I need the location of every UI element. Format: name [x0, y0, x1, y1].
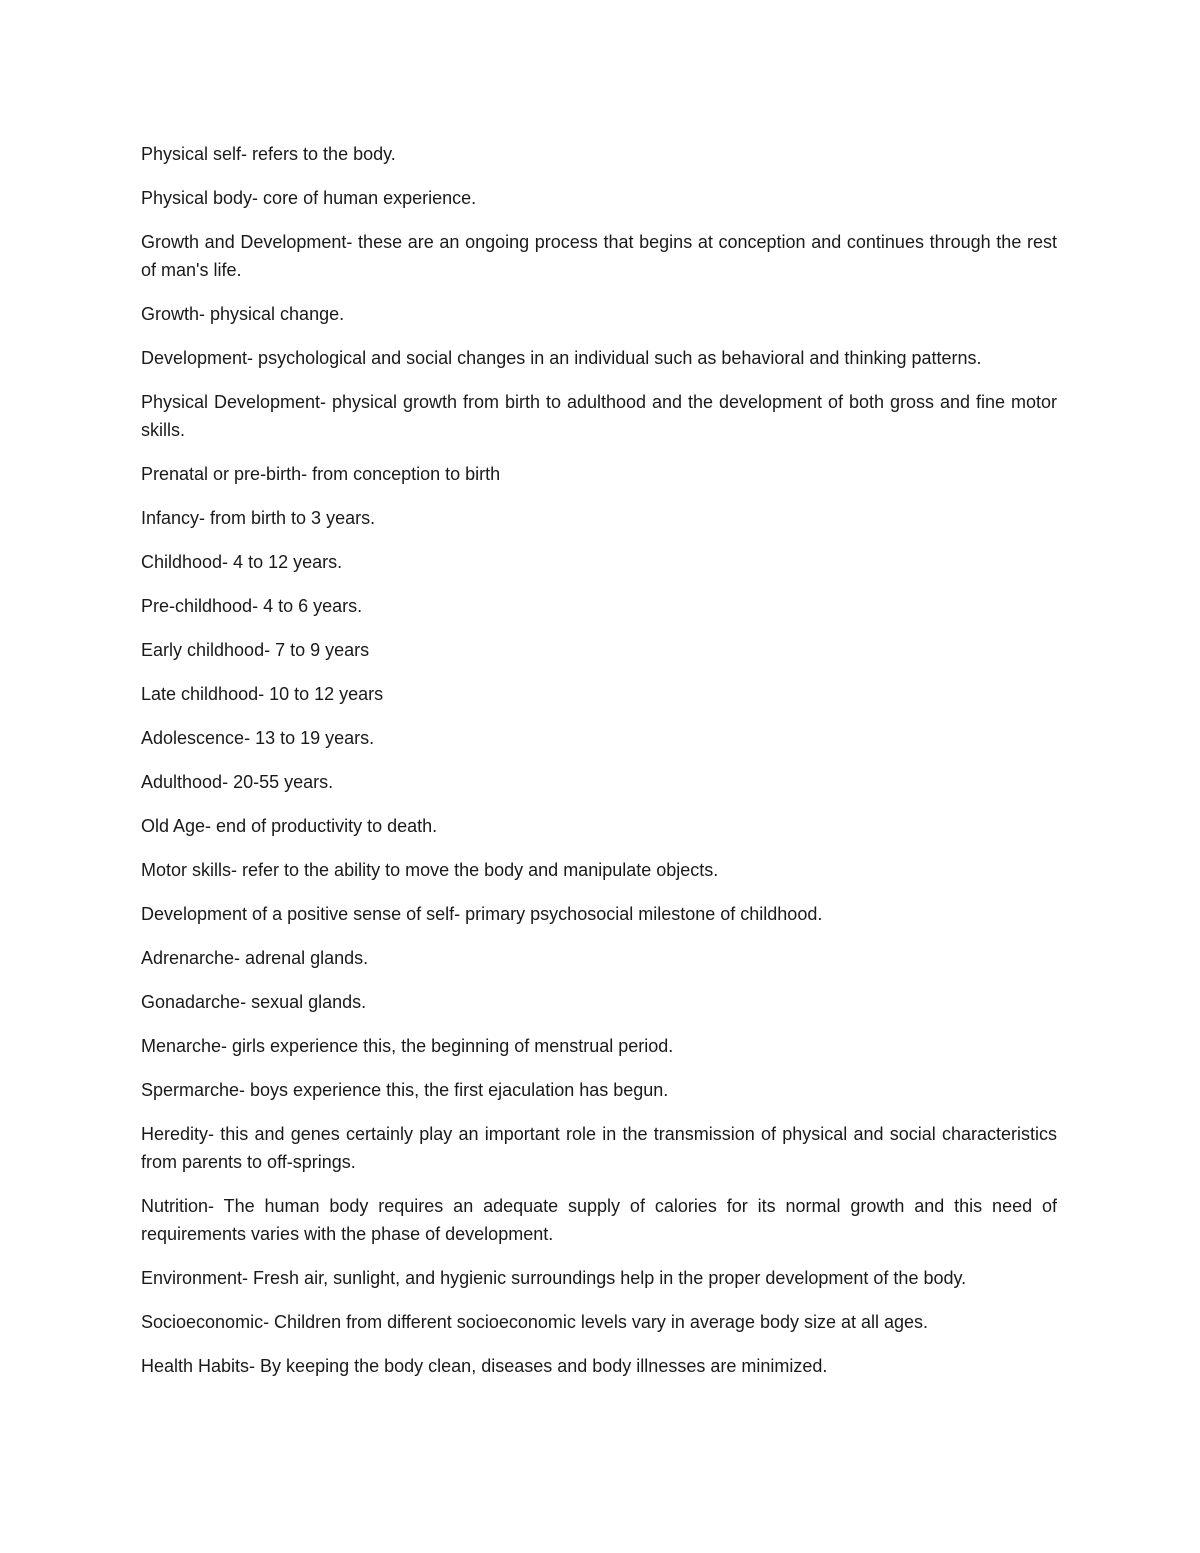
paragraph-late-childhood: Late childhood- 10 to 12 years: [141, 684, 384, 704]
paragraph-motor-skills: Motor skills- refer to the ability to move the body and manipulate objects.: [141, 860, 719, 880]
paragraph-positive-sense-of-self: Development of a positive sense of self- primary psychosocial milestone of childhood.: [141, 904, 823, 924]
paragraph-nutrition: Nutrition- The human body requires an adequate supply of calories for its normal growth and this need of requirements varies with the phase of development.: [141, 1196, 1057, 1244]
paragraph-growth: Growth- physical change.: [141, 304, 345, 324]
paragraph-environment: Environment- Fresh air, sunlight, and hygienic surroundings help in the proper development of the body.: [141, 1268, 967, 1288]
paragraph-socioeconomic: Socioeconomic- Children from different socioeconomic levels vary in average body size at all ages.: [141, 1312, 929, 1332]
paragraph-pre-childhood: Pre-childhood- 4 to 6 years.: [141, 596, 363, 616]
paragraph-early-childhood: Early childhood- 7 to 9 years: [141, 640, 370, 660]
paragraph-spermarche: Spermarche- boys experience this, the first ejaculation has begun.: [141, 1080, 669, 1100]
paragraph-old-age: Old Age- end of productivity to death.: [141, 816, 438, 836]
paragraph-heredity: Heredity- this and genes certainly play an important role in the transmission of physical and social characteristics from parents to off-springs.: [141, 1124, 1057, 1172]
paragraph-physical-self: Physical self- refers to the body.: [141, 144, 396, 164]
document-body: [141, 140, 1057, 1396]
paragraph-adulthood: Adulthood- 20-55 years.: [141, 772, 334, 792]
paragraph-growth-and-development: Growth and Development- these are an ongoing process that begins at conception and continues through the rest of man's life.: [141, 232, 1057, 280]
paragraph-physical-development: Physical Development- physical growth from birth to adulthood and the development of both gross and fine motor skills.: [141, 392, 1057, 440]
paragraph-prenatal: Prenatal or pre-birth- from conception to birth: [141, 464, 501, 484]
paragraph-development: Development- psychological and social changes in an individual such as behavioral and thinking patterns.: [141, 348, 982, 368]
paragraph-physical-body: Physical body- core of human experience.: [141, 188, 477, 208]
paragraph-adolescence: Adolescence- 13 to 19 years.: [141, 728, 375, 748]
paragraph-childhood: Childhood- 4 to 12 years.: [141, 552, 343, 572]
paragraph-menarche: Menarche- girls experience this, the beginning of menstrual period.: [141, 1036, 674, 1056]
paragraph-infancy: Infancy- from birth to 3 years.: [141, 508, 376, 528]
paragraph-gonadarche: Gonadarche- sexual glands.: [141, 992, 367, 1012]
paragraph-adrenarche: Adrenarche- adrenal glands.: [141, 948, 369, 968]
paragraph-health-habits: Health Habits- By keeping the body clean, diseases and body illnesses are minimized.: [141, 1356, 828, 1376]
